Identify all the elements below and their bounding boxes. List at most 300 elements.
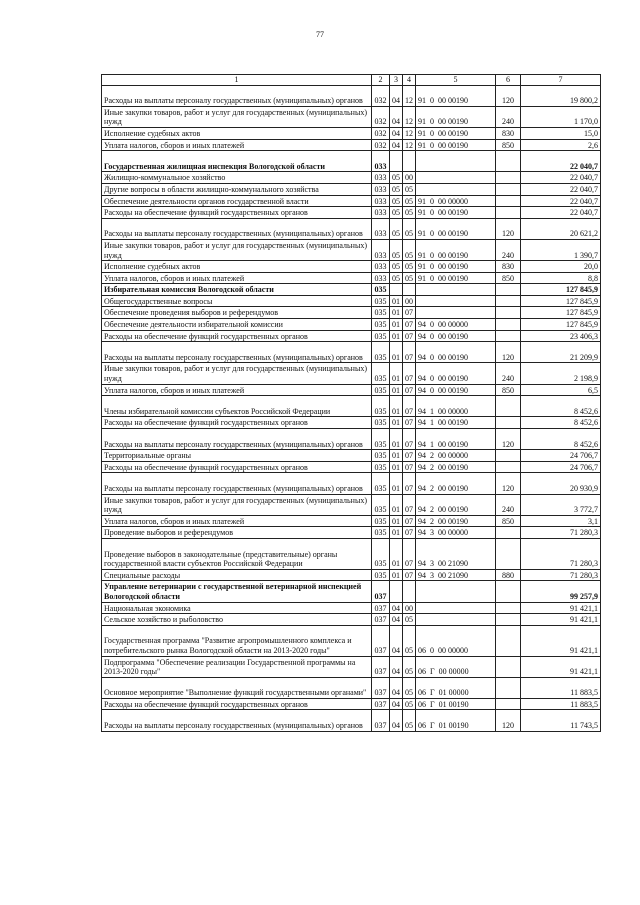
row-amount: 24 706,7 — [521, 461, 601, 473]
row-amount: 8 452,6 — [521, 396, 601, 417]
row-subsection-code: 07 — [403, 473, 416, 494]
row-org-code: 033 — [372, 172, 390, 184]
row-org-code: 033 — [372, 239, 390, 260]
row-section-code: 04 — [390, 656, 403, 677]
row-name: Расходы на обеспечение функций государственных органов — [102, 698, 372, 710]
row-name: Государственная жилищная инспекция Вологодской области — [102, 151, 372, 172]
table-row — [102, 710, 601, 731]
row-expense-type — [496, 461, 521, 473]
table-row — [102, 384, 601, 396]
row-subsection-code: 05 — [403, 207, 416, 219]
row-name: Уплата налогов, сборов и иных платежей — [102, 272, 372, 284]
row-expense-type: 120 — [496, 342, 521, 363]
row-org-code: 035 — [372, 461, 390, 473]
row-amount: 20,0 — [521, 261, 601, 273]
row-amount: 22 040,7 — [521, 195, 601, 207]
row-subsection-code: 05 — [403, 698, 416, 710]
row-name: Иные закупки товаров, работ и услуг для государственных (муниципальных) нужд — [102, 239, 372, 260]
row-amount: 8 452,6 — [521, 429, 601, 450]
row-target-code: 06 0 00 00000 — [416, 625, 496, 656]
row-expense-type — [496, 527, 521, 539]
row-target-code — [416, 172, 496, 184]
table-row — [102, 151, 601, 172]
row-expense-type — [496, 307, 521, 319]
table-row — [102, 581, 601, 602]
row-org-code: 032 — [372, 106, 390, 127]
row-expense-type — [496, 284, 521, 296]
row-section-code: 05 — [390, 172, 403, 184]
row-target-code: 94 2 00 00190 — [416, 473, 496, 494]
row-subsection-code: 00 — [403, 295, 416, 307]
row-name: Исполнение судебных актов — [102, 127, 372, 139]
table-row — [102, 261, 601, 273]
header-cell: 4 — [403, 75, 416, 86]
row-subsection-code: 07 — [403, 363, 416, 384]
row-name: Расходы на обеспечение функций государственных органов — [102, 417, 372, 429]
row-org-code: 033 — [372, 207, 390, 219]
table-row — [102, 396, 601, 417]
row-expense-type — [496, 172, 521, 184]
row-amount: 3 772,7 — [521, 494, 601, 515]
row-expense-type: 240 — [496, 494, 521, 515]
row-target-code: 91 0 00 00190 — [416, 218, 496, 239]
row-subsection-code: 05 — [403, 272, 416, 284]
row-subsection-code: 12 — [403, 106, 416, 127]
row-org-code: 035 — [372, 319, 390, 331]
row-subsection-code: 07 — [403, 527, 416, 539]
table-row — [102, 429, 601, 450]
row-target-code: 91 0 00 00190 — [416, 106, 496, 127]
row-subsection-code: 05 — [403, 239, 416, 260]
row-target-code: 91 0 00 00190 — [416, 239, 496, 260]
row-name: Уплата налогов, сборов и иных платежей — [102, 384, 372, 396]
row-expense-type: 120 — [496, 218, 521, 239]
row-name: Расходы на выплаты персоналу государственных (муниципальных) органов — [102, 85, 372, 106]
row-org-code: 037 — [372, 698, 390, 710]
row-expense-type: 850 — [496, 272, 521, 284]
table-row — [102, 494, 601, 515]
row-amount: 8 452,6 — [521, 417, 601, 429]
table-row — [102, 239, 601, 260]
row-subsection-code: 07 — [403, 330, 416, 342]
row-amount: 2,6 — [521, 139, 601, 151]
row-amount: 127 845,9 — [521, 307, 601, 319]
row-expense-type — [496, 330, 521, 342]
row-amount: 11 743,5 — [521, 710, 601, 731]
row-target-code: 06 Г 01 00190 — [416, 710, 496, 731]
row-expense-type: 850 — [496, 384, 521, 396]
row-amount: 20 930,9 — [521, 473, 601, 494]
row-amount: 24 706,7 — [521, 450, 601, 462]
row-section-code: 01 — [390, 384, 403, 396]
row-section-code: 04 — [390, 625, 403, 656]
budget-table — [101, 74, 601, 732]
row-name: Уплата налогов, сборов и иных платежей — [102, 139, 372, 151]
row-amount: 127 845,9 — [521, 295, 601, 307]
row-section-code: 01 — [390, 342, 403, 363]
row-name: Исполнение судебных актов — [102, 261, 372, 273]
header-cell: 2 — [372, 75, 390, 86]
row-org-code: 037 — [372, 614, 390, 626]
row-expense-type — [496, 207, 521, 219]
row-org-code: 037 — [372, 581, 390, 602]
row-subsection-code — [403, 284, 416, 296]
row-amount: 23 406,3 — [521, 330, 601, 342]
row-expense-type — [496, 319, 521, 331]
row-subsection-code: 05 — [403, 677, 416, 698]
row-name: Национальная экономика — [102, 602, 372, 614]
row-section-code: 04 — [390, 677, 403, 698]
row-target-code — [416, 284, 496, 296]
row-org-code: 035 — [372, 417, 390, 429]
row-amount: 21 209,9 — [521, 342, 601, 363]
row-amount: 22 040,7 — [521, 207, 601, 219]
row-expense-type — [496, 602, 521, 614]
row-org-code: 035 — [372, 307, 390, 319]
row-expense-type — [496, 183, 521, 195]
row-subsection-code: 07 — [403, 342, 416, 363]
row-name: Обеспечение деятельности органов государственной власти — [102, 195, 372, 207]
row-org-code: 033 — [372, 183, 390, 195]
row-org-code: 035 — [372, 363, 390, 384]
row-section-code: 04 — [390, 127, 403, 139]
row-expense-type — [496, 396, 521, 417]
row-amount: 1 390,7 — [521, 239, 601, 260]
row-subsection-code: 05 — [403, 625, 416, 656]
row-org-code: 035 — [372, 473, 390, 494]
row-org-code: 035 — [372, 384, 390, 396]
row-target-code: 06 Г 00 00000 — [416, 656, 496, 677]
row-target-code: 91 0 00 00190 — [416, 207, 496, 219]
table-row — [102, 527, 601, 539]
row-expense-type: 850 — [496, 139, 521, 151]
row-section-code: 04 — [390, 106, 403, 127]
row-target-code: 06 Г 01 00000 — [416, 677, 496, 698]
row-subsection-code: 07 — [403, 450, 416, 462]
row-expense-type — [496, 417, 521, 429]
row-name: Проведение выборов в законодательные (представительные) органы государственной власти субъектов Российской Федерации — [102, 538, 372, 569]
row-section-code: 05 — [390, 261, 403, 273]
row-target-code — [416, 602, 496, 614]
row-section-code: 05 — [390, 195, 403, 207]
row-name: Расходы на выплаты персоналу государственных (муниципальных) органов — [102, 710, 372, 731]
table-row — [102, 625, 601, 656]
table-row — [102, 330, 601, 342]
row-org-code: 035 — [372, 450, 390, 462]
row-section-code: 01 — [390, 569, 403, 581]
row-org-code: 035 — [372, 295, 390, 307]
table-row — [102, 295, 601, 307]
row-amount: 6,5 — [521, 384, 601, 396]
row-org-code: 033 — [372, 218, 390, 239]
row-subsection-code: 05 — [403, 656, 416, 677]
row-expense-type — [496, 151, 521, 172]
row-name: Иные закупки товаров, работ и услуг для государственных (муниципальных) нужд — [102, 363, 372, 384]
row-name: Избирательная комиссия Вологодской области — [102, 284, 372, 296]
row-target-code: 06 Г 01 00190 — [416, 698, 496, 710]
row-subsection-code — [403, 151, 416, 172]
row-target-code: 94 2 00 00190 — [416, 515, 496, 527]
row-name: Уплата налогов, сборов и иных платежей — [102, 515, 372, 527]
row-org-code: 032 — [372, 139, 390, 151]
row-name: Общегосударственные вопросы — [102, 295, 372, 307]
row-target-code: 91 0 00 00190 — [416, 261, 496, 273]
row-org-code: 033 — [372, 272, 390, 284]
row-expense-type: 830 — [496, 261, 521, 273]
row-subsection-code: 05 — [403, 195, 416, 207]
table-row — [102, 461, 601, 473]
row-org-code: 035 — [372, 396, 390, 417]
row-target-code: 94 2 00 00190 — [416, 461, 496, 473]
row-expense-type — [496, 581, 521, 602]
header-cell: 5 — [416, 75, 496, 86]
row-amount: 71 280,3 — [521, 569, 601, 581]
row-section-code: 01 — [390, 330, 403, 342]
table-row — [102, 450, 601, 462]
row-section-code: 01 — [390, 515, 403, 527]
row-subsection-code: 07 — [403, 417, 416, 429]
row-target-code: 94 2 00 00000 — [416, 450, 496, 462]
row-name: Обеспечение проведения выборов и референдумов — [102, 307, 372, 319]
table-row — [102, 307, 601, 319]
row-org-code: 037 — [372, 602, 390, 614]
row-subsection-code: 00 — [403, 172, 416, 184]
table-row — [102, 195, 601, 207]
row-target-code — [416, 295, 496, 307]
table-row — [102, 106, 601, 127]
row-section-code: 01 — [390, 473, 403, 494]
table-row — [102, 139, 601, 151]
row-target-code: 94 0 00 00190 — [416, 363, 496, 384]
row-subsection-code: 05 — [403, 218, 416, 239]
row-org-code: 035 — [372, 330, 390, 342]
row-name: Проведение выборов и референдумов — [102, 527, 372, 539]
row-name: Другие вопросы в области жилищно-коммунального хозяйства — [102, 183, 372, 195]
row-section-code: 01 — [390, 417, 403, 429]
row-section-code: 05 — [390, 207, 403, 219]
row-amount: 22 040,7 — [521, 151, 601, 172]
table-row — [102, 85, 601, 106]
table-row — [102, 698, 601, 710]
row-section-code — [390, 284, 403, 296]
row-amount: 20 621,2 — [521, 218, 601, 239]
row-amount: 11 883,5 — [521, 698, 601, 710]
row-amount: 22 040,7 — [521, 172, 601, 184]
row-org-code: 035 — [372, 527, 390, 539]
table-row — [102, 538, 601, 569]
row-org-code: 032 — [372, 85, 390, 106]
row-amount: 99 257,9 — [521, 581, 601, 602]
row-expense-type — [496, 295, 521, 307]
row-subsection-code: 07 — [403, 494, 416, 515]
row-amount: 91 421,1 — [521, 625, 601, 656]
row-subsection-code — [403, 581, 416, 602]
row-section-code: 01 — [390, 363, 403, 384]
row-expense-type — [496, 677, 521, 698]
row-subsection-code: 07 — [403, 319, 416, 331]
row-target-code: 91 0 00 00190 — [416, 127, 496, 139]
row-name: Специальные расходы — [102, 569, 372, 581]
table-row — [102, 602, 601, 614]
row-org-code: 035 — [372, 342, 390, 363]
row-org-code: 035 — [372, 515, 390, 527]
table-row — [102, 218, 601, 239]
row-expense-type — [496, 450, 521, 462]
row-amount: 2 198,9 — [521, 363, 601, 384]
row-section-code: 01 — [390, 538, 403, 569]
row-name: Расходы на обеспечение функций государственных органов — [102, 207, 372, 219]
row-org-code: 033 — [372, 261, 390, 273]
row-target-code: 94 1 00 00190 — [416, 417, 496, 429]
row-expense-type — [496, 614, 521, 626]
row-section-code: 01 — [390, 429, 403, 450]
row-name: Обеспечение деятельности избирательной комиссии — [102, 319, 372, 331]
row-amount: 91 421,1 — [521, 656, 601, 677]
row-expense-type: 850 — [496, 515, 521, 527]
row-section-code: 05 — [390, 272, 403, 284]
row-org-code: 032 — [372, 127, 390, 139]
row-section-code: 04 — [390, 85, 403, 106]
row-subsection-code: 05 — [403, 183, 416, 195]
row-target-code — [416, 614, 496, 626]
table-row — [102, 656, 601, 677]
row-expense-type — [496, 656, 521, 677]
table-row — [102, 183, 601, 195]
row-name: Иные закупки товаров, работ и услуг для государственных (муниципальных) нужд — [102, 494, 372, 515]
row-target-code: 94 0 00 00000 — [416, 319, 496, 331]
row-amount: 1 170,0 — [521, 106, 601, 127]
row-org-code: 035 — [372, 494, 390, 515]
table-row — [102, 272, 601, 284]
row-expense-type: 240 — [496, 239, 521, 260]
row-name: Сельское хозяйство и рыболовство — [102, 614, 372, 626]
row-expense-type — [496, 625, 521, 656]
table-row — [102, 363, 601, 384]
row-subsection-code: 05 — [403, 614, 416, 626]
header-cell: 7 — [521, 75, 601, 86]
row-section-code: 04 — [390, 710, 403, 731]
row-org-code: 033 — [372, 151, 390, 172]
row-section-code: 04 — [390, 698, 403, 710]
row-expense-type: 880 — [496, 569, 521, 581]
row-subsection-code: 07 — [403, 569, 416, 581]
row-section-code: 01 — [390, 396, 403, 417]
row-target-code: 94 1 00 00000 — [416, 396, 496, 417]
row-amount: 15,0 — [521, 127, 601, 139]
page-number: 77 — [316, 30, 324, 39]
row-target-code: 91 0 00 00190 — [416, 85, 496, 106]
row-subsection-code: 05 — [403, 710, 416, 731]
row-name: Жилищно-коммунальное хозяйство — [102, 172, 372, 184]
row-target-code — [416, 307, 496, 319]
row-subsection-code: 07 — [403, 384, 416, 396]
row-amount: 11 883,5 — [521, 677, 601, 698]
table-row — [102, 473, 601, 494]
row-name: Подпрограмма "Обеспечение реализации Государственной программы на 2013-2020 годы" — [102, 656, 372, 677]
table-row — [102, 417, 601, 429]
table-row — [102, 515, 601, 527]
row-section-code: 01 — [390, 461, 403, 473]
row-org-code: 035 — [372, 429, 390, 450]
row-name: Расходы на выплаты персоналу государственных (муниципальных) органов — [102, 429, 372, 450]
row-subsection-code: 07 — [403, 515, 416, 527]
header-cell: 6 — [496, 75, 521, 86]
row-name: Расходы на обеспечение функций государственных органов — [102, 461, 372, 473]
row-amount: 127 845,9 — [521, 284, 601, 296]
row-section-code: 04 — [390, 602, 403, 614]
row-org-code: 035 — [372, 569, 390, 581]
row-expense-type — [496, 195, 521, 207]
row-section-code: 05 — [390, 239, 403, 260]
row-org-code: 035 — [372, 538, 390, 569]
row-target-code: 91 0 00 00190 — [416, 272, 496, 284]
row-name: Расходы на обеспечение функций государственных органов — [102, 330, 372, 342]
row-expense-type: 830 — [496, 127, 521, 139]
row-target-code: 94 3 00 00000 — [416, 527, 496, 539]
row-expense-type: 120 — [496, 429, 521, 450]
row-target-code: 91 0 00 00000 — [416, 195, 496, 207]
row-org-code: 037 — [372, 710, 390, 731]
table-row — [102, 172, 601, 184]
row-name: Территориальные органы — [102, 450, 372, 462]
row-section-code: 01 — [390, 494, 403, 515]
row-section-code — [390, 581, 403, 602]
table-row — [102, 127, 601, 139]
row-section-code: 01 — [390, 295, 403, 307]
row-name: Основное мероприятие "Выполнение функций государственными органами" — [102, 677, 372, 698]
row-section-code: 01 — [390, 527, 403, 539]
row-name: Члены избирательной комиссии субъектов Российской Федерации — [102, 396, 372, 417]
row-amount: 19 800,2 — [521, 85, 601, 106]
row-target-code: 94 3 00 21090 — [416, 569, 496, 581]
row-amount: 8,8 — [521, 272, 601, 284]
row-section-code: 05 — [390, 183, 403, 195]
table-row — [102, 207, 601, 219]
row-org-code: 037 — [372, 625, 390, 656]
row-org-code: 035 — [372, 284, 390, 296]
row-section-code — [390, 151, 403, 172]
row-org-code: 037 — [372, 656, 390, 677]
row-target-code — [416, 183, 496, 195]
row-target-code — [416, 151, 496, 172]
table-row — [102, 319, 601, 331]
table-header-row — [102, 75, 601, 86]
row-subsection-code: 07 — [403, 396, 416, 417]
row-expense-type: 120 — [496, 85, 521, 106]
row-subsection-code: 12 — [403, 85, 416, 106]
header-cell: 3 — [390, 75, 403, 86]
row-section-code: 04 — [390, 614, 403, 626]
row-subsection-code: 07 — [403, 429, 416, 450]
row-expense-type: 120 — [496, 710, 521, 731]
row-section-code: 01 — [390, 307, 403, 319]
row-name: Расходы на выплаты персоналу государственных (муниципальных) органов — [102, 342, 372, 363]
row-amount: 91 421,1 — [521, 614, 601, 626]
row-section-code: 04 — [390, 139, 403, 151]
row-target-code — [416, 581, 496, 602]
row-expense-type — [496, 538, 521, 569]
row-expense-type: 240 — [496, 106, 521, 127]
row-org-code: 033 — [372, 195, 390, 207]
row-amount: 71 280,3 — [521, 538, 601, 569]
row-subsection-code: 07 — [403, 461, 416, 473]
row-expense-type: 240 — [496, 363, 521, 384]
header-cell: 1 — [102, 75, 372, 86]
row-target-code: 94 0 00 00190 — [416, 330, 496, 342]
table-row — [102, 284, 601, 296]
row-target-code: 94 0 00 00190 — [416, 384, 496, 396]
row-target-code: 94 1 00 00190 — [416, 429, 496, 450]
